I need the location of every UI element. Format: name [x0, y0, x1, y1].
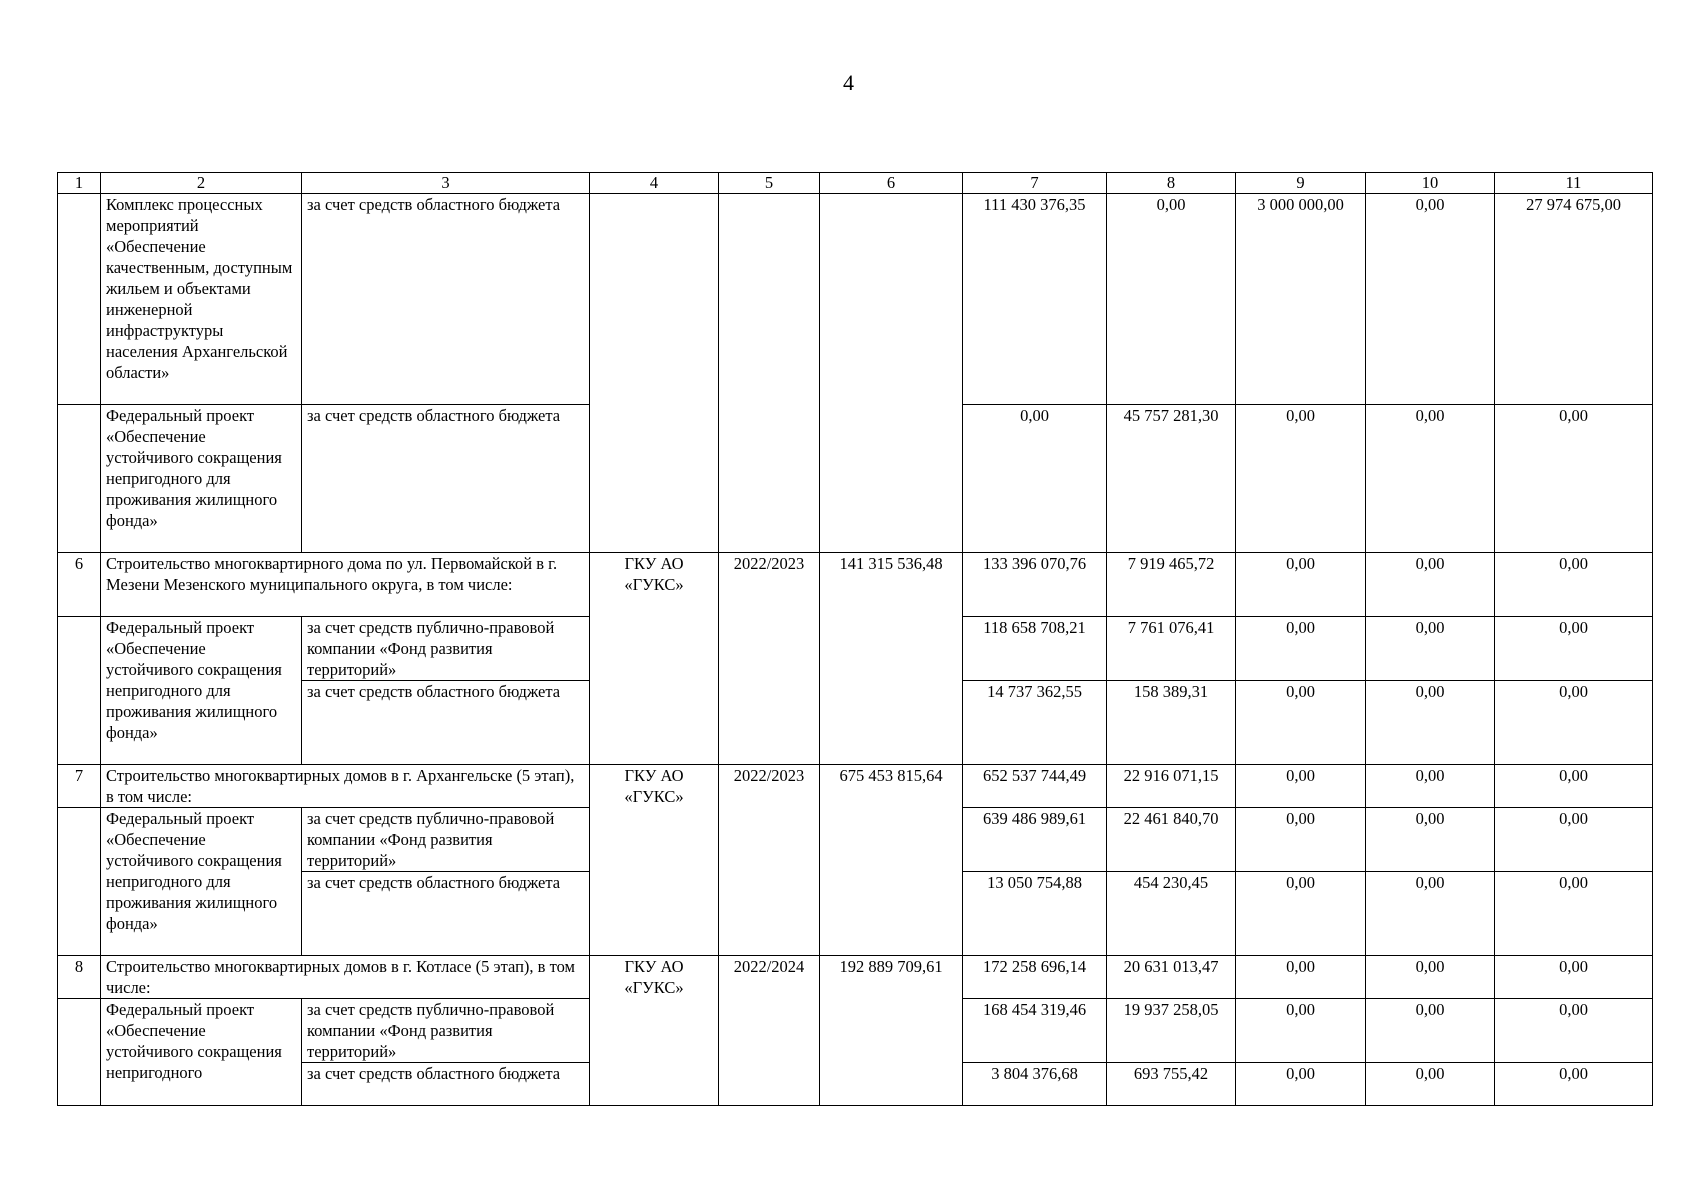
column-number: 1 — [58, 173, 101, 194]
table-row — [58, 956, 1653, 999]
cost — [820, 405, 963, 553]
cost: 141 315 536,48 — [820, 553, 963, 765]
amount-col9: 0,00 — [1236, 765, 1366, 808]
column-number: 8 — [1107, 173, 1236, 194]
amount-col11: 0,00 — [1495, 553, 1653, 617]
amount-col7: 172 258 696,14 — [963, 956, 1107, 999]
amount-col11: 0,00 — [1495, 872, 1653, 956]
amount-col11: 0,00 — [1495, 808, 1653, 872]
row-number: 8 — [58, 956, 101, 999]
item-name: Комплекс процессных мероприятий «Обеспечение качественным, доступным жильем и объектами инженерной инфраструктуры населения Архангельской области» — [101, 194, 302, 405]
column-number: 10 — [1366, 173, 1495, 194]
customer: ГКУ АО «ГУКС» — [590, 553, 719, 765]
amount-col10: 0,00 — [1366, 617, 1495, 681]
amount-col10: 0,00 — [1366, 553, 1495, 617]
column-number: 11 — [1495, 173, 1653, 194]
row-number — [58, 808, 101, 956]
amount-col8: 158 389,31 — [1107, 681, 1236, 765]
row-number — [58, 617, 101, 765]
customer — [590, 405, 719, 553]
amount-col11: 0,00 — [1495, 765, 1653, 808]
table-row — [58, 553, 1653, 617]
amount-col8: 7 919 465,72 — [1107, 553, 1236, 617]
amount-col7: 13 050 754,88 — [963, 872, 1107, 956]
table-row — [58, 405, 1653, 553]
funding-source: за счет средств публично-правовой компании «Фонд развития территорий» — [302, 999, 590, 1063]
column-number: 3 — [302, 173, 590, 194]
period — [719, 405, 820, 553]
amount-col7: 14 737 362,55 — [963, 681, 1107, 765]
amount-col7: 639 486 989,61 — [963, 808, 1107, 872]
column-number: 9 — [1236, 173, 1366, 194]
item-name: Федеральный проект «Обеспечение устойчивого сокращения непригодного для проживания жилищного фонда» — [101, 405, 302, 553]
amount-col9: 0,00 — [1236, 808, 1366, 872]
column-number: 5 — [719, 173, 820, 194]
amount-col8: 20 631 013,47 — [1107, 956, 1236, 999]
amount-col8: 7 761 076,41 — [1107, 617, 1236, 681]
funding-source: за счет средств областного бюджета — [302, 1063, 590, 1106]
amount-col9: 0,00 — [1236, 553, 1366, 617]
amount-col11: 27 974 675,00 — [1495, 194, 1653, 405]
amount-col11: 0,00 — [1495, 681, 1653, 765]
amount-col8: 45 757 281,30 — [1107, 405, 1236, 553]
amount-col10: 0,00 — [1366, 956, 1495, 999]
amount-col11: 0,00 — [1495, 617, 1653, 681]
amount-col8: 22 461 840,70 — [1107, 808, 1236, 872]
amount-col8: 22 916 071,15 — [1107, 765, 1236, 808]
amount-col9: 0,00 — [1236, 1063, 1366, 1106]
amount-col9: 0,00 — [1236, 405, 1366, 553]
amount-col8: 454 230,45 — [1107, 872, 1236, 956]
row-number — [58, 194, 101, 405]
column-number: 4 — [590, 173, 719, 194]
amount-col7: 111 430 376,35 — [963, 194, 1107, 405]
amount-col10: 0,00 — [1366, 194, 1495, 405]
table-row — [58, 765, 1653, 808]
funding-source: за счет средств публично-правовой компании «Фонд развития территорий» — [302, 617, 590, 681]
amount-col7: 118 658 708,21 — [963, 617, 1107, 681]
item-name: Строительство многоквартирных домов в г. Архангельске (5 этап), в том числе: — [101, 765, 590, 808]
financing-table — [57, 172, 1653, 1106]
amount-col10: 0,00 — [1366, 765, 1495, 808]
column-number: 7 — [963, 173, 1107, 194]
item-name: Федеральный проект «Обеспечение устойчивого сокращения непригодного — [101, 999, 302, 1106]
amount-col9: 0,00 — [1236, 681, 1366, 765]
amount-col11: 0,00 — [1495, 956, 1653, 999]
row-number: 6 — [58, 553, 101, 617]
funding-source: за счет средств областного бюджета — [302, 681, 590, 765]
amount-col10: 0,00 — [1366, 808, 1495, 872]
table-row — [58, 194, 1653, 405]
amount-col7: 133 396 070,76 — [963, 553, 1107, 617]
customer: ГКУ АО «ГУКС» — [590, 956, 719, 1106]
amount-col8: 693 755,42 — [1107, 1063, 1236, 1106]
item-name: Федеральный проект «Обеспечение устойчивого сокращения непригодного для проживания жилищного фонда» — [101, 808, 302, 956]
amount-col9: 0,00 — [1236, 956, 1366, 999]
amount-col9: 0,00 — [1236, 872, 1366, 956]
cost: 192 889 709,61 — [820, 956, 963, 1106]
cost — [820, 194, 963, 405]
amount-col10: 0,00 — [1366, 405, 1495, 553]
column-number-row — [58, 173, 1653, 194]
customer — [590, 194, 719, 405]
amount-col7: 168 454 319,46 — [963, 999, 1107, 1063]
amount-col11: 0,00 — [1495, 1063, 1653, 1106]
amount-col8: 19 937 258,05 — [1107, 999, 1236, 1063]
amount-col10: 0,00 — [1366, 681, 1495, 765]
amount-col7: 652 537 744,49 — [963, 765, 1107, 808]
item-name: Строительство многоквартирного дома по ул. Первомайской в г. Мезени Мезенского муниципального округа, в том числе: — [101, 553, 590, 617]
period: 2022/2023 — [719, 765, 820, 956]
amount-col8: 0,00 — [1107, 194, 1236, 405]
row-number — [58, 405, 101, 553]
page-number: 4 — [843, 70, 854, 95]
amount-col7: 3 804 376,68 — [963, 1063, 1107, 1106]
item-name: Федеральный проект «Обеспечение устойчивого сокращения непригодного для проживания жилищного фонда» — [101, 617, 302, 765]
amount-col9: 0,00 — [1236, 999, 1366, 1063]
funding-source: за счет средств областного бюджета — [302, 872, 590, 956]
amount-col10: 0,00 — [1366, 872, 1495, 956]
amount-col11: 0,00 — [1495, 405, 1653, 553]
funding-source: за счет средств областного бюджета — [302, 405, 590, 553]
amount-col10: 0,00 — [1366, 1063, 1495, 1106]
amount-col9: 0,00 — [1236, 617, 1366, 681]
item-name: Строительство многоквартирных домов в г. Котласе (5 этап), в том числе: — [101, 956, 590, 999]
customer: ГКУ АО «ГУКС» — [590, 765, 719, 956]
amount-col7: 0,00 — [963, 405, 1107, 553]
funding-source: за счет средств областного бюджета — [302, 194, 590, 405]
row-number: 7 — [58, 765, 101, 808]
period: 2022/2024 — [719, 956, 820, 1106]
period — [719, 194, 820, 405]
row-number — [58, 999, 101, 1106]
column-number: 6 — [820, 173, 963, 194]
funding-source: за счет средств публично-правовой компании «Фонд развития территорий» — [302, 808, 590, 872]
amount-col11: 0,00 — [1495, 999, 1653, 1063]
period: 2022/2023 — [719, 553, 820, 765]
column-number: 2 — [101, 173, 302, 194]
cost: 675 453 815,64 — [820, 765, 963, 956]
amount-col9: 3 000 000,00 — [1236, 194, 1366, 405]
amount-col10: 0,00 — [1366, 999, 1495, 1063]
